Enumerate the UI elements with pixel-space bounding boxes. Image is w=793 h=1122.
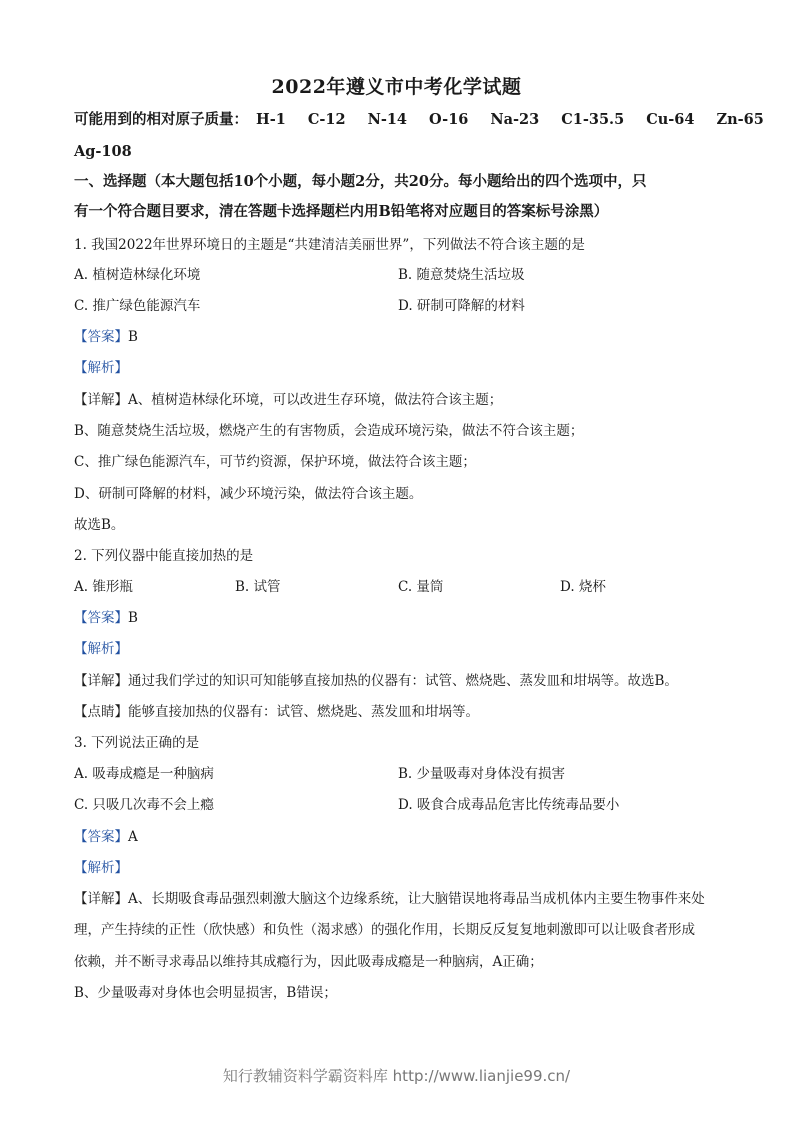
- atomic-mass-item: C1-35.5: [561, 111, 625, 128]
- atomic-mass-item: N-14: [367, 111, 408, 128]
- answer-value: A: [128, 829, 138, 845]
- q1-answer: [74, 327, 734, 347]
- q1-option-a: A. 植树造林绿化环境: [74, 267, 201, 283]
- q3-detail-4: B、少量吸毒对身体也会明显损害，B错误；: [74, 985, 337, 1001]
- detail-tag: 【详解】: [74, 673, 128, 689]
- q2-option-a: A. 锥形瓶: [74, 579, 133, 595]
- atomic-mass-item: C-12: [307, 111, 346, 128]
- q1-stem: 1. 我国2022年世界环境日的主题是“共建清洁美丽世界”，下列做法不符合该主题的是: [74, 237, 585, 253]
- q3-option-b: B. 少量吸毒对身体没有损害: [398, 766, 566, 782]
- q3-option-a: A. 吸毒成瘾是一种脑病: [74, 766, 214, 782]
- answer-tag: 【答案】: [74, 829, 128, 845]
- q2-option-b: B. 试管: [235, 579, 281, 595]
- q2-detail: [74, 671, 734, 691]
- q3-detail-3: 依赖，并不断寻求毒品以维持其成瘾行为，因此吸毒成瘾是一种脑病，A正确；: [74, 954, 543, 970]
- note-tag: 【点睛】: [74, 704, 128, 720]
- atomic-mass-extra: Ag-108: [74, 143, 132, 160]
- q2-analysis-tag: 【解析】: [74, 641, 128, 657]
- answer-tag: 【答案】: [74, 329, 128, 345]
- q2-answer: [74, 608, 734, 628]
- atomic-mass-item: Na-23: [490, 111, 540, 128]
- section-header-line1: 一、选择题（本大题包括10个小题，每小题2分，共20分。每小题给出的四个选项中，只: [74, 173, 647, 190]
- q1-option-c: C. 推广绿色能源汽车: [74, 298, 201, 314]
- detail-tag: 【详解】: [74, 392, 128, 408]
- detail-text: A、植树造林绿化环境，可以改进生存环境，做法符合该主题；: [128, 392, 503, 408]
- q2-stem: 2. 下列仪器中能直接加热的是: [74, 548, 254, 564]
- footer-watermark: 知行教辅资料学霸资料库 http://www.lianjie99.cn/: [222, 1067, 571, 1085]
- answer-tag: 【答案】: [74, 610, 128, 626]
- detail-text: 通过我们学过的知识可知能够直接加热的仪器有：试管、燃烧匙、蒸发皿和坩埚等。故选B。: [128, 673, 678, 689]
- atomic-mass-item: Zn-65: [716, 111, 764, 128]
- q2-note: [74, 702, 734, 722]
- q3-detail-2: 理，产生持续的正性（欣快感）和负性（渴求感）的强化作用，长期反反复复地刺激即可以让吸食者形成: [74, 922, 695, 938]
- q1-conclusion: 故选B。: [74, 517, 125, 533]
- q2-option-c: C. 量筒: [398, 579, 444, 595]
- atomic-mass-item: Cu-64: [646, 111, 695, 128]
- q1-analysis-tag: 【解析】: [74, 360, 128, 376]
- q3-stem: 3. 下列说法正确的是: [74, 735, 200, 751]
- q1-option-b: B. 随意焚烧生活垃圾: [398, 267, 525, 283]
- atomic-mass-item: O-16: [429, 111, 469, 128]
- atomic-mass-label: 可能用到的相对原子质量：: [74, 111, 248, 128]
- q3-option-c: C. 只吸几次毒不会上瘾: [74, 797, 214, 813]
- q3-option-d: D. 吸食合成毒品危害比传统毒品要小: [398, 797, 620, 813]
- q1-detail-3: C、推广绿色能源汽车，可节约资源，保护环境，做法符合该主题；: [74, 454, 476, 470]
- q1-option-d: D. 研制可降解的材料: [398, 298, 525, 314]
- atomic-mass-line: [74, 110, 764, 130]
- page-title: 2022年遵义市中考化学试题: [271, 76, 522, 98]
- q1-detail-2: B、随意焚烧生活垃圾，燃烧产生的有害物质，会造成环境污染，做法不符合该主题；: [74, 423, 584, 439]
- q1-detail-1: [74, 390, 734, 410]
- q1-detail-4: D、研制可降解的材料，减少环境污染，做法符合该主题。: [74, 486, 423, 502]
- atomic-mass-item: H-1: [256, 111, 286, 128]
- answer-value: B: [128, 610, 138, 626]
- detail-text: A、长期吸食毒品强烈刺激大脑这个边缘系统，让大脑错误地将毒品当成机体内主要生物事件来处: [128, 891, 705, 907]
- q3-analysis-tag: 【解析】: [74, 860, 128, 876]
- note-text: 能够直接加热的仪器有：试管、燃烧匙、蒸发皿和坩埚等。: [128, 704, 479, 720]
- q3-answer: [74, 827, 734, 847]
- section-header-line2: 有一个符合题目要求，清在答题卡选择题栏内用B铅笔将对应题目的答案标号涂黑）: [74, 203, 609, 220]
- q3-detail-1: [74, 889, 734, 909]
- answer-value: B: [128, 329, 138, 345]
- detail-tag: 【详解】: [74, 891, 128, 907]
- q2-option-d: D. 烧杯: [560, 579, 606, 595]
